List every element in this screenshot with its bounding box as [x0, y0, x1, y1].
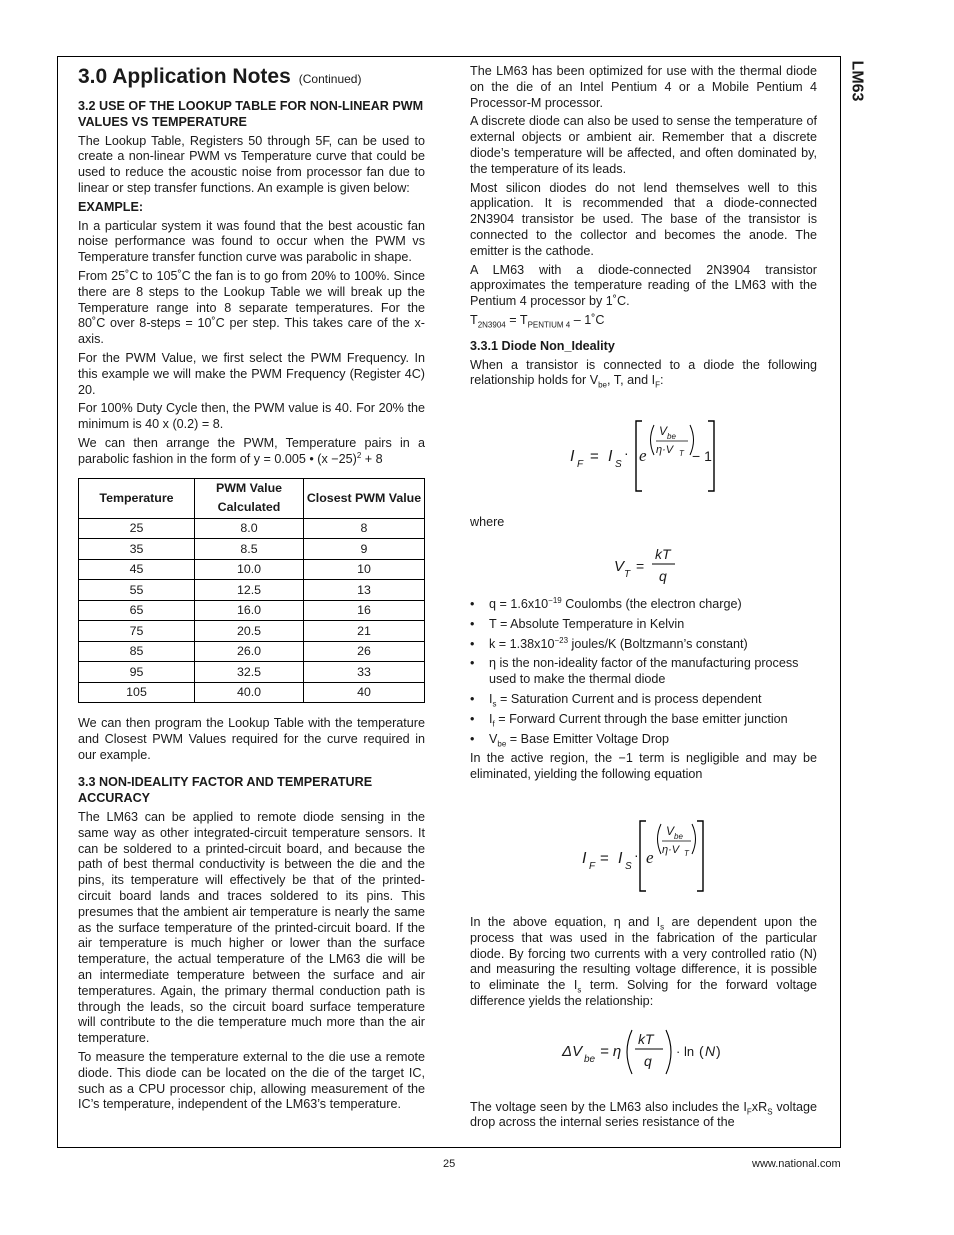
where-label: where: [470, 515, 505, 530]
table-row: [79, 682, 425, 703]
continued-label: (Continued): [298, 72, 362, 86]
text: The voltage seen by the LM63 also includes the I: [470, 1099, 747, 1114]
eq3-exp-paren-right: [692, 824, 696, 854]
paragraph: From 25˚C to 105˚C the fan is to go from 20% to 100%. Since there are 8 steps to the Lookup Table we will break up the Temperature range into 8 separate temperatures. For the 80˚C over 8-steps = 10˚C per step. This takes care of the x-axis.: [78, 268, 425, 347]
eq3-dot: ·: [634, 846, 639, 863]
eq-equals: =: [590, 448, 599, 466]
text: q = 1.6x10: [489, 596, 549, 611]
table-header: Closest PWM Value: [304, 478, 425, 518]
vt-den: q: [659, 567, 667, 584]
eq-minus-one: − 1: [692, 448, 712, 465]
superscript: −19: [548, 595, 562, 605]
table-cell: 95: [79, 662, 195, 683]
paragraph: [470, 358, 817, 390]
dv-paren-right: [666, 1030, 671, 1074]
eq-dot: ·: [624, 445, 629, 462]
table-row: [79, 580, 425, 601]
dv-paren-left: [627, 1030, 632, 1074]
table-cell: 10.0: [195, 559, 304, 580]
list-item: [470, 597, 817, 613]
vt-num: kT: [655, 545, 671, 562]
text: voltage drop across the internal series resistance of the: [470, 1099, 817, 1130]
text: = Saturation Current and is process dependent: [496, 691, 762, 706]
table-cell: 8.0: [195, 518, 304, 539]
text: = Base Emitter Voltage Drop: [506, 731, 670, 746]
list-item: [470, 732, 817, 748]
exp-den-sub: T: [679, 449, 684, 459]
table-cell: 33: [304, 662, 425, 683]
subscript: 2N3904: [477, 320, 506, 330]
table-cell: 35: [79, 539, 195, 560]
table-cell: 16.0: [195, 600, 304, 621]
dv-ln: · ln: [676, 1043, 695, 1059]
table-cell: 10: [304, 559, 425, 580]
vt-equals: =: [636, 557, 645, 574]
paragraph: A discrete diode can also be used to sense the temperature of external objects or ambient air. Remember that a discrete diode’s temperature will be affected, and often dominated by, the temperature of its leads.: [470, 114, 817, 176]
eq3-exp-num: V: [666, 823, 675, 838]
section-3-2-title: 3.2 USE OF THE LOOKUP TABLE FOR NON-LINEAR PWM VALUES VS TEMPERATURE: [78, 99, 424, 129]
section-3-3-1-title: 3.3.1 Diode Non_Ideality: [470, 338, 615, 353]
subscript: s: [577, 985, 582, 995]
footer-url[interactable]: www.national.com: [752, 1158, 841, 1170]
dv-den: q: [644, 1052, 652, 1069]
subscript: F: [746, 1107, 752, 1117]
delta-vbe-equation: [470, 1022, 817, 1082]
table-cell: 32.5: [195, 662, 304, 683]
table-cell: 8: [304, 518, 425, 539]
table-cell: 55: [79, 580, 195, 601]
dv-label: ΔV: [562, 1042, 583, 1060]
table-row: [79, 662, 425, 683]
text: + 8: [361, 451, 383, 466]
text: , T, and I: [607, 373, 656, 388]
table-cell: 16: [304, 600, 425, 621]
dv-num: kT: [638, 1030, 654, 1047]
list-item: [470, 692, 817, 708]
table-cell: 40: [304, 682, 425, 703]
paragraph: [78, 436, 425, 468]
subscript: be: [497, 739, 507, 749]
list-item: [470, 656, 817, 688]
table-cell: 65: [79, 600, 195, 621]
paragraph: [470, 915, 817, 1010]
right-column: [470, 64, 817, 1134]
left-column: [78, 64, 425, 1116]
dv-equals-eta: = η: [600, 1042, 622, 1060]
paragraph: The LM63 has been optimized for use with the thermal diode on the die of an Intel Pentium 4 or a Mobile Pentium 4 Processor-M processor.: [470, 64, 817, 110]
eq3-is-sub: S: [625, 860, 632, 872]
superscript: −23: [554, 635, 569, 645]
vt-sub: T: [624, 568, 631, 580]
dv-paren-n-open: (: [699, 1042, 704, 1059]
side-tag: [846, 54, 872, 114]
eq3-lhs: I: [582, 849, 587, 867]
text: term. Solving for the forward voltage difference yields the relationship:: [470, 978, 818, 1008]
list-item: [470, 617, 817, 633]
subscript: s: [492, 699, 497, 709]
eq3-exp-den-sub: T: [684, 848, 689, 858]
eq3-lhs-sub: F: [589, 860, 596, 872]
subscript: be: [598, 380, 608, 390]
page-number: 25: [443, 1158, 456, 1170]
eq-is: I: [608, 448, 613, 466]
exp-paren-left: [651, 425, 655, 455]
paragraph: For 100% Duty Cycle then, the PWM value is 40. For 20% the minimum is 40 x (0.2) = 8.: [78, 401, 425, 432]
subscript: f: [492, 719, 495, 729]
lookup-table: [78, 478, 425, 704]
constants-list: [470, 597, 817, 747]
paragraph: In a particular system it was found that the best acoustic fan noise performance was found to occur when the PWM vs Temperature transfer function curve was parabolic in shape.: [78, 218, 425, 265]
eq3-e: e: [646, 847, 654, 867]
paragraph: To measure the temperature external to the die use a remote diode. This diode can be located on the die of the target IC, such as a CPU processor chip, allowing measurement of the IC’s temperature, independent of the LM63’s temperature.: [78, 1049, 425, 1112]
eq-is-sub: S: [615, 459, 622, 471]
table-cell: 9: [304, 539, 425, 560]
paragraph: For the PWM Value, we first select the PWM Frequency. In this example we will make the PWM Frequency (Register 4C) 20.: [78, 350, 425, 397]
eq3-exp-den: η·V: [662, 843, 680, 856]
table-cell: 85: [79, 641, 195, 662]
t-relation: [470, 313, 817, 329]
paragraph: A LM63 with a diode-connected 2N3904 transistor approximates the temperature reading of the LM63 with the Pentium 4 processor by 1˚C.: [470, 262, 817, 309]
eq3-exp-paren-left: [658, 824, 662, 854]
thermal-voltage-equation: [470, 537, 817, 587]
table-cell: 75: [79, 621, 195, 642]
list-item: [470, 637, 817, 653]
text: k = 1.38x10: [489, 636, 555, 651]
table-cell: 45: [79, 559, 195, 580]
paragraph: In the active region, the −1 term is negligible and may be eliminated, yielding the following equation: [470, 751, 817, 782]
table-cell: 105: [79, 682, 195, 703]
table-cell: 40.0: [195, 682, 304, 703]
text: T = Absolute Temperature in Kelvin: [489, 616, 685, 631]
text: I: [489, 711, 493, 726]
subscript: F: [655, 380, 660, 390]
text: are dependent upon the process that was used in the fabrication of the particular diode. By forcing two currents with a very controlled ratio (N) and measuring the resulting voltage difference, it is possible to eliminate the I: [470, 914, 817, 993]
table-header: PWM Value Calculated: [195, 478, 304, 518]
table-cell: 12.5: [195, 580, 304, 601]
page-title: [78, 64, 425, 92]
paragraph: The Lookup Table, Registers 50 through 5F, can be used to create a non-linear PWM vs Temperature curve that could be used to reduce the acoustic noise from processor fan due to linear or step transfer functions. An example is given below:: [78, 133, 425, 195]
text: When a transistor is connected to a diode the following relationship holds for V: [470, 357, 817, 388]
simplified-diode-equation: [470, 799, 817, 899]
table-header: Temperature: [79, 478, 195, 518]
table-row: [79, 641, 425, 662]
table-row: [79, 600, 425, 621]
text: xR: [751, 1099, 768, 1114]
text: – 1˚C: [570, 312, 605, 327]
text: joules/K (Boltzmann’s constant): [568, 636, 748, 651]
subscript: s: [660, 922, 665, 932]
eq3-exp-num-sub: be: [674, 831, 683, 841]
table-row: [79, 539, 425, 560]
dv-sub: be: [584, 1053, 596, 1065]
text: T: [470, 312, 478, 327]
text: V: [489, 731, 498, 746]
text: = Forward Current through the base emitter junction: [494, 711, 788, 726]
paragraph: [470, 1100, 817, 1132]
exp-num-sub: be: [667, 432, 676, 442]
table-cell: 25: [79, 518, 195, 539]
diode-equation: [470, 395, 817, 495]
table-cell: 8.5: [195, 539, 304, 560]
table-cell: 13: [304, 580, 425, 601]
table-row: [79, 559, 425, 580]
superscript: 2: [356, 450, 362, 460]
table-row: [79, 518, 425, 539]
exp-num: V: [659, 424, 668, 439]
side-tag-label: LM63: [848, 60, 866, 102]
paragraph: Most silicon diodes do not lend themselves well to this application. It is recommended that a diode-connected 2N3904 transistor be used. The base of the transistor is connected to the collector and becomes the anode. The emitter is the cathode.: [470, 180, 817, 258]
paragraph: The LM63 can be applied to remote diode sensing in the same way as other integrated-circuit temperature sensors. It can be soldered to a printed-circuit board, and because the path of best thermal conductivity is between the die and the pins, its temperature will effectively be that of the printed-circuit board lands and traces soldered to its pins. This presumes that the ambient air temperature is nearly the same as the surface temperature of the printed-circuit board. If the air temperature is much higher or lower than the surface temperature, the actual temperature of the LM63 die will be an intermediate temperature between the surface and air temperatures. Again, the primary thermal conduction path is through the leads, so the circuit board surface temperature will contribute to the die temperature much more than the air temperature.: [78, 810, 425, 1046]
table-cell: 26: [304, 641, 425, 662]
eq3-is: I: [618, 849, 623, 867]
dv-n: N: [705, 1042, 716, 1059]
example-label: EXAMPLE:: [78, 199, 144, 214]
vt-label: V: [614, 557, 625, 575]
section-3-3-title: 3.3 NON-IDEALITY FACTOR AND TEMPERATURE ACCURACY: [78, 775, 373, 806]
eq3-right-bracket: [697, 821, 703, 891]
table-cell: 20.5: [195, 621, 304, 642]
text: I: [489, 691, 493, 706]
subscript: S: [767, 1107, 773, 1117]
eq-lhs: I: [570, 448, 575, 466]
eq3-equals: =: [600, 849, 609, 867]
dv-paren-n-close: ): [716, 1042, 721, 1059]
text: = T: [505, 312, 528, 327]
table-row: [79, 621, 425, 642]
exp-den: η·V: [656, 444, 674, 457]
paragraph: We can then program the Lookup Table with the temperature and Closest PWM Values required for the curve required in our example.: [78, 716, 425, 762]
text: In the above equation, η and I: [470, 914, 661, 929]
list-item: [470, 712, 817, 728]
text: :: [659, 373, 664, 388]
text: η is the non-ideality factor of the manufacturing process used to make the thermal diode: [489, 656, 799, 687]
text: Coulombs (the electron charge): [561, 596, 742, 611]
page-title-text: 3.0 Application Notes: [78, 65, 291, 88]
eq-lhs-sub: F: [577, 459, 584, 471]
eq-e: e: [639, 446, 647, 466]
table-cell: 26.0: [195, 641, 304, 662]
text: We can then arrange the PWM, Temperature pairs in a parabolic fashion in the form of y = 0.005 • (x −25): [78, 435, 425, 466]
subscript: PENTIUM 4: [527, 320, 571, 330]
table-cell: 21: [304, 621, 425, 642]
